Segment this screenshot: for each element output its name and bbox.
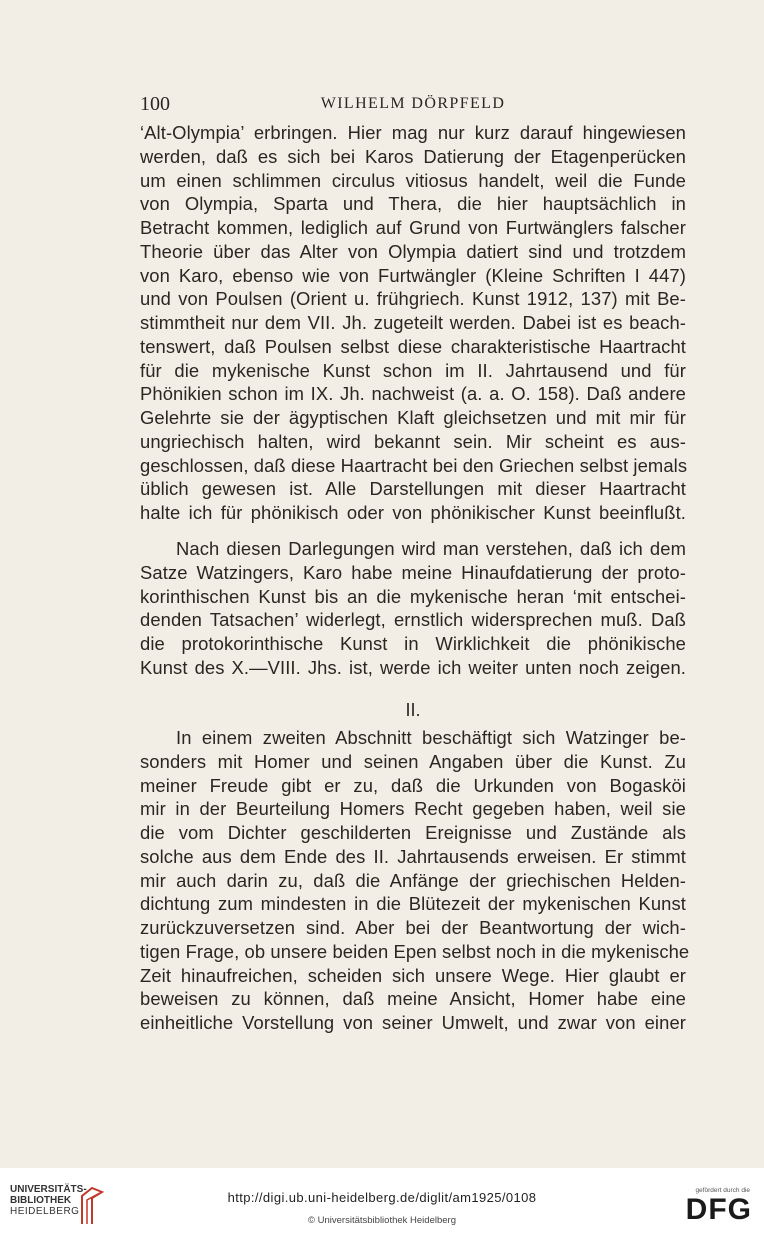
library-name-line2: BIBLIOTHEK <box>10 1195 72 1206</box>
text-line: denden Tatsachen’ widerlegt, ernstlich widersprechen muß. Daß <box>140 609 686 631</box>
text-line: tenswert, daß Poulsen selbst diese charakteristische Haartracht <box>140 335 686 357</box>
text-line: Kunst des X.—VIII. Jhs. ist, werde ich weiter unten noch zeigen. <box>140 656 686 678</box>
page-header <box>140 93 686 117</box>
text-line: stimmtheit nur dem VII. Jh. zugeteilt werden. Dabei ist es beach- <box>140 312 686 333</box>
text-line: ungriechisch halten, wird bekannt sein. Mir scheint es aus- <box>140 430 686 452</box>
dfg-logo[interactable]: DFG <box>685 1193 752 1226</box>
permalink-url[interactable]: http://digi.ub.uni-heidelberg.de/diglit/am1925/0108 <box>227 1190 537 1205</box>
text-line: Phönikien schon im IX. Jh. nachweist (a. a. O. 158). Daß andere <box>140 383 686 405</box>
text-line: Gelehrte sie der ägyptischen Klaft gleichsetzen und mit mir für <box>140 407 686 428</box>
text-line: dichtung zum mindesten in die Blütezeit der mykenischen Kunst <box>140 893 686 915</box>
text-line: geschlossen, daß diese Haartracht bei den Griechen selbst jemals <box>140 454 688 476</box>
text-line: ‘Alt-Olympia’ erbringen. Hier mag nur kurz darauf hingewiesen <box>140 122 686 143</box>
running-head: WILHELM DÖRPFELD <box>320 95 506 112</box>
text-line: Theorie über das Alter von Olympia datiert sind und trotzdem <box>140 240 686 262</box>
text-line: die vom Dichter geschilderten Ereignisse und Zustände als <box>140 822 686 843</box>
text-line: Betracht kommen, lediglich auf Grund von Furtwänglers falscher <box>140 217 686 238</box>
text-line: korinthischen Kunst bis an die mykenische heran ‘mit entschei- <box>140 585 686 607</box>
text-line: die protokorinthische Kunst in Wirklichkeit die phönikische <box>140 633 686 654</box>
text-line: Satze Watzingers, Karo habe meine Hinaufdatierung der proto- <box>140 561 686 583</box>
section-heading: II. <box>405 700 421 720</box>
text-line: In einem zweiten Abschnitt beschäftigt sich Watzinger be- <box>176 727 686 748</box>
funding-note: gefördert durch die <box>695 1187 750 1194</box>
text-line: mir in der Beurteilung Homers Recht gegeben haben, weil sie <box>140 798 686 820</box>
text-line: zurückzuversetzen sind. Aber bei der Beantwortung der wich- <box>140 917 686 938</box>
library-name-line1: UNIVERSITÄTS- <box>10 1184 87 1195</box>
text-line: halte ich für phönikisch oder von phönikischer Kunst beeinflußt. <box>140 502 686 523</box>
text-line: üblich gewesen ist. Alle Darstellungen mit dieser Haartracht <box>140 478 686 500</box>
text-line: einheitliche Vorstellung von seiner Umwelt, und zwar von einer <box>140 1012 686 1033</box>
text-line: werden, daß es sich bei Karos Datierung der Etagenperücken <box>140 145 686 167</box>
library-name-line3: HEIDELBERG <box>10 1206 80 1217</box>
copyright-notice: © Universitätsbibliothek Heidelberg <box>308 1215 456 1226</box>
text-line: meiner Freude gibt er zu, daß die Urkunden von Bogasköi <box>140 774 686 796</box>
text-line: beweisen zu können, daß meine Ansicht, Homer habe eine <box>140 988 686 1010</box>
text-line: und von Poulsen (Orient u. frühgriech. Kunst 1912, 137) mit Be- <box>140 288 686 310</box>
footer-bar <box>0 1168 764 1235</box>
page-number: 100 <box>140 93 170 115</box>
text-line: Nach diesen Darlegungen wird man verstehen, daß ich dem <box>176 538 686 559</box>
text-line: Zeit hinaufreichen, scheiden sich unsere Wege. Hier glaubt er <box>140 964 686 986</box>
text-line: für die mykenische Kunst schon im II. Jahrtausend und für <box>140 359 686 381</box>
text-line: von Karo, ebenso wie von Furtwängler (Kleine Schriften I 447) <box>140 264 686 286</box>
text-line: tigen Frage, ob unsere beiden Epen selbst noch in die mykenische <box>140 940 690 962</box>
text-line: sonders mit Homer und seinen Angaben über die Kunst. Zu <box>140 750 686 772</box>
text-line: um einen schlimmen circulus vitiosus handelt, weil die Funde <box>140 169 686 191</box>
text-line: solche aus dem Ende des II. Jahrtausends erweisen. Er stimmt <box>140 845 686 867</box>
text-line: mir auch darin zu, daß die Anfänge der griechischen Helden- <box>140 869 686 891</box>
text-line: von Olympia, Sparta und Thera, die hier hauptsächlich in <box>140 193 686 215</box>
